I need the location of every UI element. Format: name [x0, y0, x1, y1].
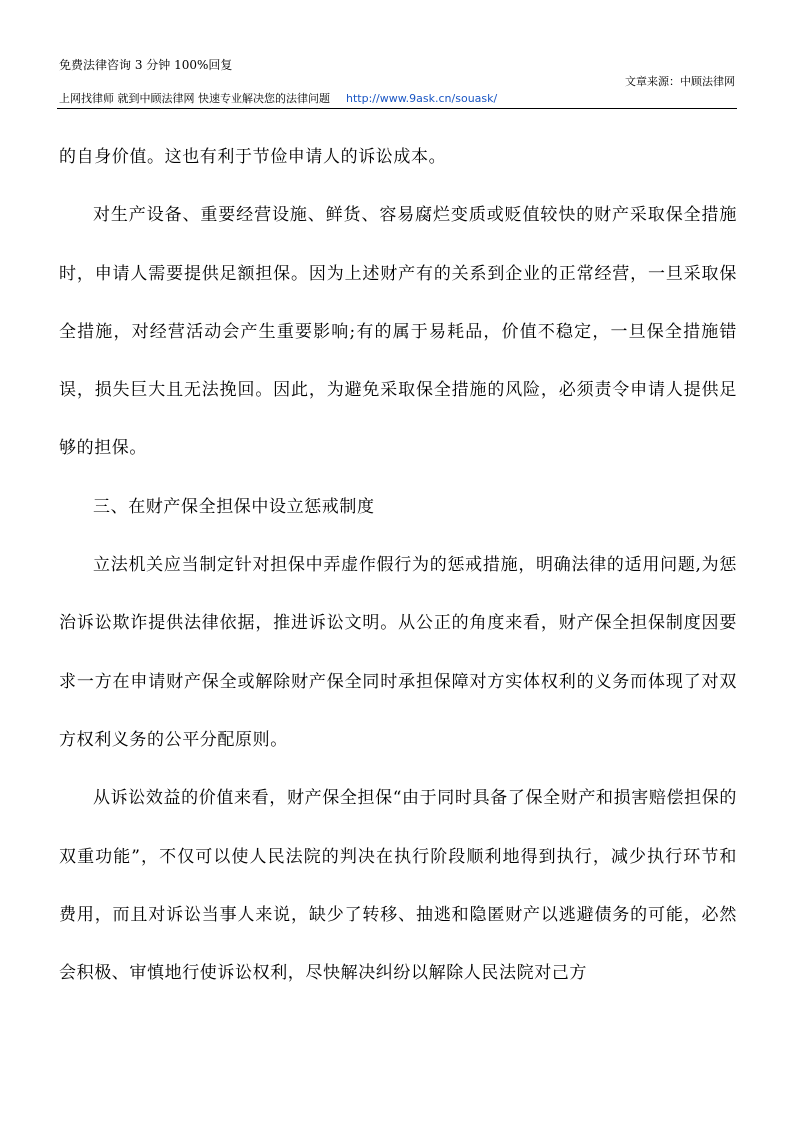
header-url-link[interactable]: http://www.9ask.cn/souask/ [346, 92, 498, 105]
paragraph: 从诉讼效益的价值来看，财产保全担保“由于同时具备了保全财产和损害赔偿担保的双重功能”，不仅可以使人民法院的判决在执行阶段顺利地得到执行，减少执行环节和费用，而且对诉讼当事人来说，缺少了转移、抽逃和隐匿财产以逃避债务的可能，必然会积极、审慎地行使诉讼权利，尽快解决纠纷以解除人民法院对己方 [59, 788, 737, 984]
header-divider [57, 108, 737, 109]
header-tagline-row [59, 91, 497, 107]
article-body [59, 128, 737, 1002]
header-promo-line: 免费法律咨询 3 分钟 100%回复 [59, 58, 233, 72]
paragraph-continuation: 的自身价值。这也有利于节俭申请人的诉讼成本。 [59, 147, 447, 167]
section-heading: 三、在财产保全担保中设立惩戒制度 [93, 496, 375, 517]
header-tagline: 上网找律师 就到中顾法律网 快速专业解决您的法律问题 [59, 92, 330, 105]
header-source: 文章来源：中顾法律网 [625, 75, 735, 88]
paragraph: 对生产设备、重要经营设施、鲜货、容易腐烂变质或贬值较快的财产采取保全措施时，申请人需要提供足额担保。因为上述财产有的关系到企业的正常经营，一旦采取保全措施，对经营活动会产生重要影响;有的属于易耗品，价值不稳定，一旦保全措施错误，损失巨大且无法挽回。因此，为避免采取保全措施的风险，必须责令申请人提供足够的担保。 [59, 205, 737, 459]
paragraph: 立法机关应当制定针对担保中弄虚作假行为的惩戒措施，明确法律的适用问题,为惩治诉讼欺诈提供法律依据，推进诉讼文明。从公正的角度来看，财产保全担保制度因要求一方在申请财产保全或解除财产保全同时承担保障对方实体权利的义务而体现了对双方权利义务的公平分配原则。 [59, 555, 737, 750]
